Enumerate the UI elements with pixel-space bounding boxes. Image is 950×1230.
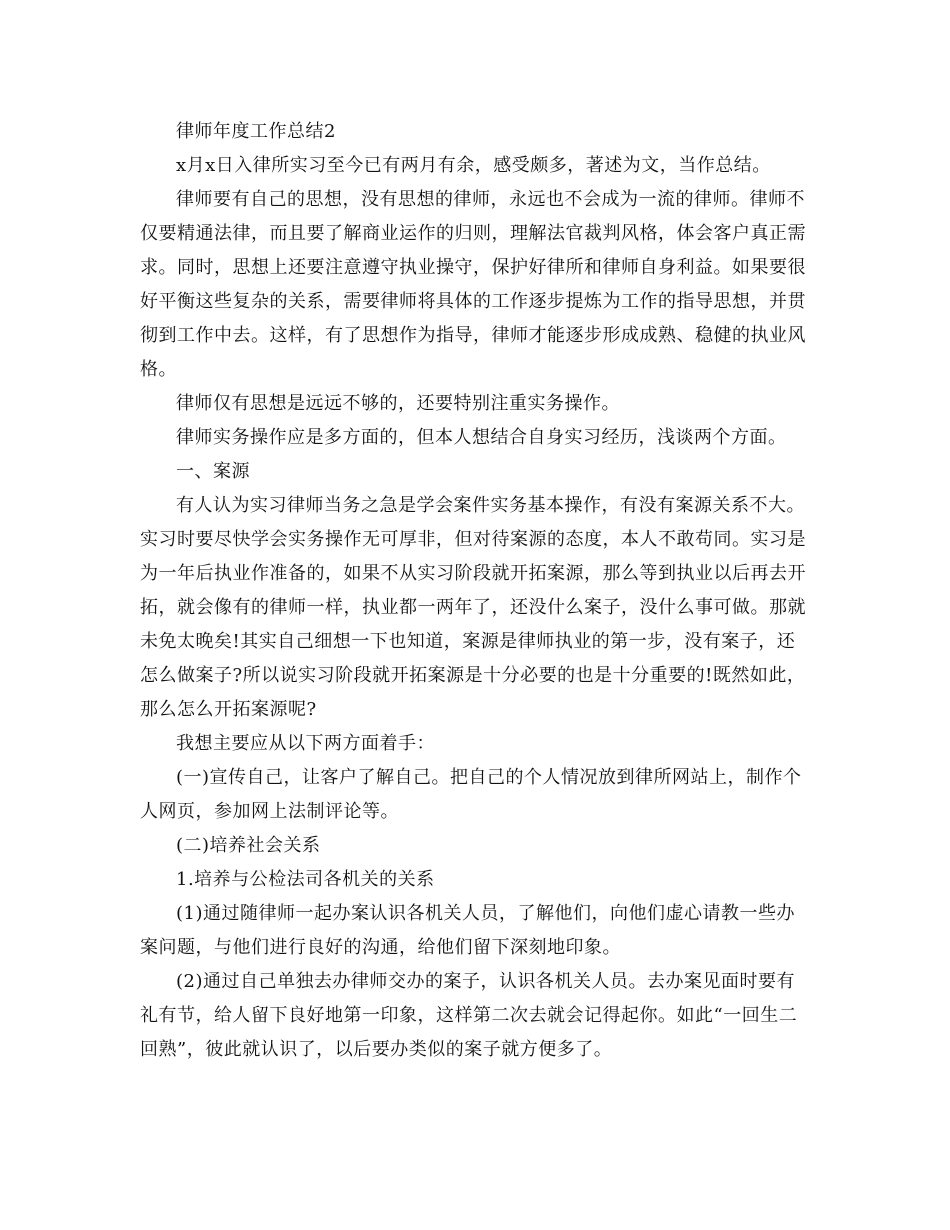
subsection-heading: (二)培养社会关系 <box>176 835 321 856</box>
paragraph-line: 礼有节，给人留下良好地第一印象，这样第二次去就会记得起你。如此“一回生二 <box>140 1005 798 1026</box>
paragraph-line: 求。同时，思想上还要注意遵守执业操守，保护好律所和律师自身利益。如果要很 <box>140 257 806 278</box>
paragraph-line: 未免太晚矣!其实自己细想一下也知道，案源是律师执业的第一步，没有案子，还 <box>140 631 796 652</box>
paragraph-line: 拓，就会像有的律师一样，执业都一两年了，还没什么案子，没什么事可做。那就 <box>140 597 806 618</box>
paragraph-line: 律师仅有思想是远远不够的，还要特别注重实务操作。 <box>176 393 620 414</box>
paragraph-line: x月x日入律所实习至今已有两月有余，感受颇多，著述为文，当作总结。 <box>176 155 771 176</box>
document-title: 律师年度工作总结2 <box>176 121 336 142</box>
paragraph-line: 我想主要应从以下两方面着手： <box>176 733 435 754</box>
paragraph-line: 案问题，与他们进行良好的沟通，给他们留下深刻地印象。 <box>140 937 621 958</box>
paragraph-line: 格。 <box>140 359 177 380</box>
paragraph-line: 好平衡这些复杂的关系，需要律师将具体的工作逐步提炼为工作的指导思想，并贯 <box>140 291 806 312</box>
paragraph-line: 回熟”，彼此就认识了，以后要办类似的案子就方便多了。 <box>140 1039 613 1060</box>
paragraph-line: 律师要有自己的思想，没有思想的律师，永远也不会成为一流的律师。律师不 <box>176 189 805 210</box>
paragraph-line: 为一年后执业作准备的，如果不从实习阶段就开拓案源，那么等到执业以后再去开 <box>140 563 806 584</box>
subsection-heading: 1.培养与公检法司各机关的关系 <box>176 869 435 890</box>
paragraph-line: 那么怎么开拓案源呢? <box>140 699 317 720</box>
paragraph-line: (一)宣传自己，让客户了解自己。把自己的个人情况放到律所网站上，制作个 <box>176 767 802 788</box>
paragraph-line: 人网页，参加网上法制评论等。 <box>140 801 399 822</box>
paragraph-line: 有人认为实习律师当务之急是学会案件实务基本操作，有没有案源关系不大。 <box>176 495 805 516</box>
paragraph-line: 彻到工作中去。这样，有了思想作为指导，律师才能逐步形成成熟、稳健的执业风 <box>140 325 806 346</box>
paragraph-line: (2)通过自己单独去办律师交办的案子，认识各机关人员。去办案见面时要有 <box>176 971 795 992</box>
paragraph-line: 怎么做案子?所以说实习阶段就开拓案源是十分必要的也是十分重要的!既然如此， <box>140 665 806 686</box>
paragraph-line: 仅要精通法律，而且要了解商业运作的归则，理解法官裁判风格，体会客户真正需 <box>140 223 806 244</box>
paragraph-line: 律师实务操作应是多方面的，但本人想结合自身实习经历，浅谈两个方面。 <box>176 427 787 448</box>
section-heading: 一、案源 <box>176 461 250 482</box>
paragraph-line: 实习时要尽快学会实务操作无可厚非，但对待案源的态度，本人不敢苟同。实习是 <box>140 529 806 550</box>
paragraph-line: (1)通过随律师一起办案认识各机关人员，了解他们，向他们虚心请教一些办 <box>176 903 795 924</box>
